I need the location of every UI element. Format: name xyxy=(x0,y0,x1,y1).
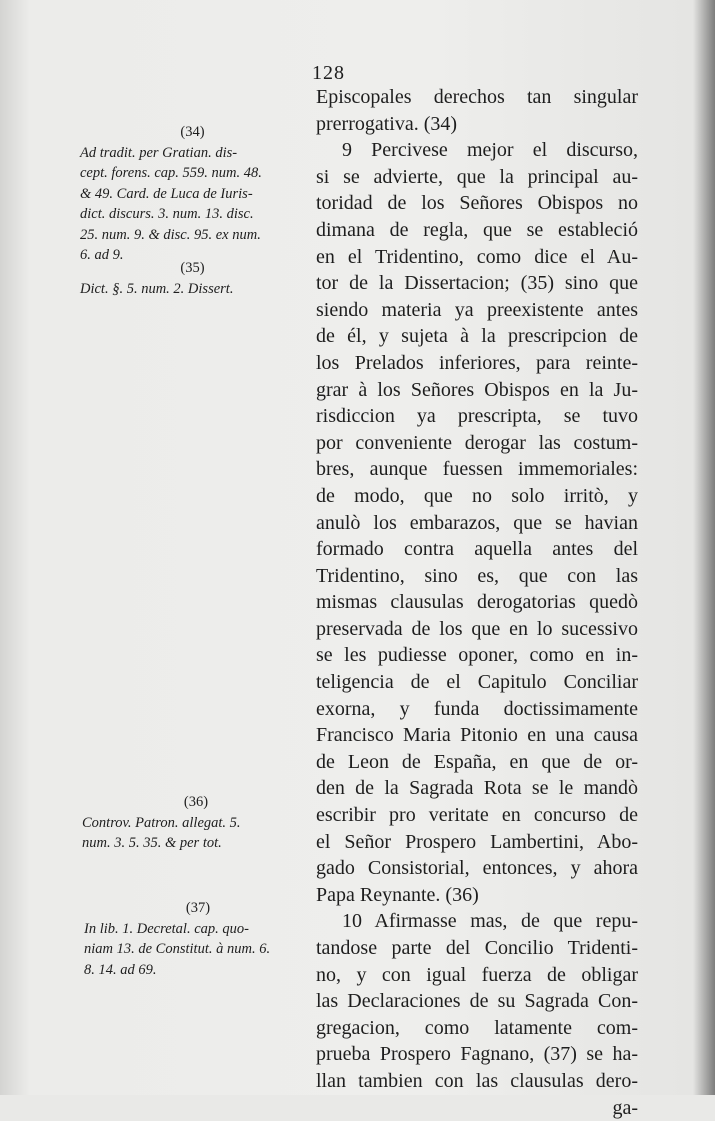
catchword: ga- xyxy=(612,1096,638,1119)
text-line: Papa Reynante. (36) xyxy=(316,883,479,906)
text-line: toridad de los Señores Obispos no xyxy=(316,192,638,215)
margin-note-36 xyxy=(82,792,310,854)
text-line: si se advierte, que la principal au- xyxy=(316,165,638,188)
text-line: escribir pro veritate en concurso de xyxy=(316,804,638,827)
text-line: dimana de regla, que se estableció xyxy=(316,218,638,241)
text-line: llan tambien con las clausulas dero- xyxy=(316,1069,638,1092)
margin-note-37 xyxy=(84,898,312,980)
note-line: Controv. Patron. allegat. 5. xyxy=(82,814,241,831)
text-line: anulò los embarazos, que se havian xyxy=(316,511,638,534)
text-line: no, y con igual fuerza de obligar xyxy=(316,963,638,986)
margin-note-35 xyxy=(80,258,305,299)
note-line: 6. ad 9. xyxy=(80,247,124,263)
text-line: gregacion, como latamente com- xyxy=(316,1016,638,1039)
text-line: Episcopales derechos tan singular xyxy=(316,86,638,108)
text-line: por conveniente derogar las costum- xyxy=(316,431,638,454)
text-line: tor de la Dissertacion; (35) sino que xyxy=(316,272,638,295)
text-line: en el Tridentino, como dice el Au- xyxy=(316,245,638,268)
text-line: se les pudiesse oponer, como en in- xyxy=(316,644,638,667)
text-line: den de la Sagrada Rota se le mandò xyxy=(316,777,638,800)
note-line: Ad tradit. per Gratian. dis- xyxy=(80,144,238,161)
page-edge-shadow xyxy=(693,0,715,1095)
text-line: el Señor Prospero Lambertini, Abo- xyxy=(316,830,638,853)
text-line: de Leon de España, en que de or- xyxy=(316,750,638,773)
note-line: In lib. 1. Decretal. cap. quo- xyxy=(84,920,249,937)
text-line: tandose parte del Concilio Tridenti- xyxy=(316,937,638,959)
text-line: preservada de los que en lo sucessivo xyxy=(316,617,638,640)
text-line: los Prelados inferiores, para reinte- xyxy=(316,351,638,374)
text-line: 10 Afirmasse mas, de que repu- xyxy=(342,910,638,933)
note-line: Dict. §. 5. num. 2. Dissert. xyxy=(80,280,234,297)
note-number: (37) xyxy=(185,900,211,916)
text-line: teligencia de el Capitulo Conciliar xyxy=(316,671,638,694)
note-number: (35) xyxy=(180,260,205,276)
text-line: de modo, que no solo irritò, y xyxy=(316,484,638,507)
text-line: exorna, y funda doctissimamente xyxy=(316,697,638,720)
text-line: siendo materia ya preexistente antes xyxy=(316,298,638,321)
text-line: risdiccion ya prescripta, se tuvo xyxy=(316,405,638,428)
note-line: cept. forens. cap. 559. num. 48. xyxy=(80,165,262,181)
note-number: (36) xyxy=(183,794,209,810)
note-number: (34) xyxy=(180,124,205,140)
text-line: gado Consistorial, entonces, y ahora xyxy=(316,857,638,880)
note-line: dict. discurs. 3. num. 13. disc. xyxy=(80,206,254,222)
main-text-column xyxy=(316,84,638,1121)
text-line: Tridentino, sino es, que con las xyxy=(316,564,638,587)
text-line: prerrogativa. (34) xyxy=(316,112,458,135)
text-line: bres, aunque fuessen immemoriales: xyxy=(316,458,638,481)
text-line: mismas clausulas derogatorias quedò xyxy=(316,591,638,614)
note-line: 8. 14. ad 69. xyxy=(84,961,157,978)
text-line: grar à los Señores Obispos en la Ju- xyxy=(316,378,638,401)
note-line: & 49. Card. de Luca de Iuris- xyxy=(80,185,253,202)
text-line: de él, y sujeta à la prescripcion de xyxy=(316,325,638,348)
page-number: 128 xyxy=(312,62,345,84)
text-line: las Declaraciones de su Sagrada Con- xyxy=(316,990,638,1013)
note-line: 25. num. 9. & disc. 95. ex num. xyxy=(80,226,261,243)
text-line: formado contra aquella antes del xyxy=(316,538,638,561)
note-line: num. 3. 5. 35. & per tot. xyxy=(82,835,222,851)
text-line: Francisco Maria Pitonio en una causa xyxy=(316,724,638,747)
note-line: niam 13. de Constitut. à num. 6. xyxy=(84,941,271,957)
text-line: 9 Percivese mejor el discurso, xyxy=(342,139,638,162)
text-line: prueba Prospero Fagnano, (37) se ha- xyxy=(316,1043,638,1066)
margin-note-34 xyxy=(80,122,305,266)
